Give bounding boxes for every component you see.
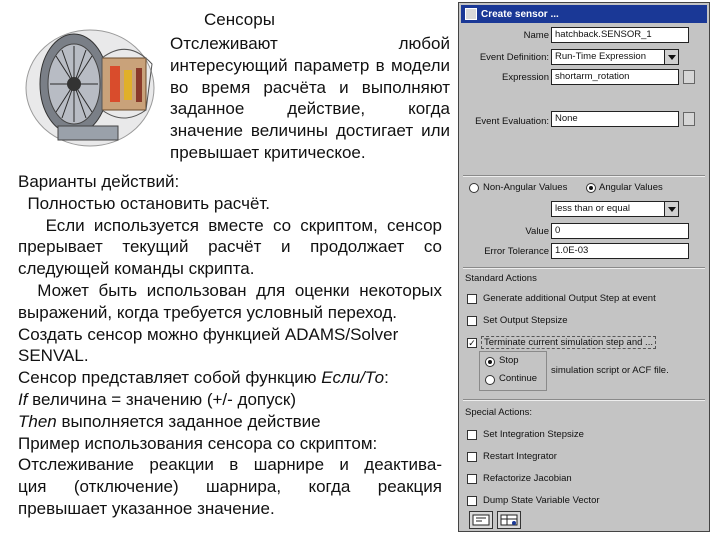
event-definition-label: Event Definition: xyxy=(479,52,549,63)
stop-radio[interactable] xyxy=(485,357,495,367)
refactorize-jacobian-label: Refactorize Jacobian xyxy=(483,473,572,484)
if-to-label: Если/То xyxy=(321,368,385,388)
if-word: If xyxy=(18,389,28,409)
restart-integrator-label: Restart Integrator xyxy=(483,451,557,462)
body-line: Варианты действий: xyxy=(18,172,180,191)
dialog-titlebar[interactable] xyxy=(461,5,707,23)
body-line: Может быть использован для оценки некоторых xyxy=(18,280,443,300)
standard-actions-label: Standard Actions xyxy=(465,273,537,284)
error-tolerance-label: Error Tolerance xyxy=(484,246,549,257)
output-step-label: Generate additional Output Step at event xyxy=(483,293,656,304)
dialog-title: Create sensor ... xyxy=(481,8,559,20)
function-icon xyxy=(472,514,490,526)
value-field[interactable]: 0 xyxy=(551,223,689,239)
function-builder-button[interactable] xyxy=(469,511,493,529)
refactorize-jacobian-checkbox[interactable] xyxy=(467,474,477,484)
expression-label: Expression xyxy=(502,72,549,83)
example-line: Отслеживание реакции в шарнире и деактива- xyxy=(18,455,442,475)
body-line xyxy=(18,367,442,389)
output-step-checkbox[interactable] xyxy=(467,294,477,304)
stop-label: Stop xyxy=(499,355,519,366)
event-definition-value: Run-Time Expression xyxy=(555,51,646,62)
then-word: Then xyxy=(18,411,57,431)
expression-builder-button[interactable] xyxy=(683,70,695,84)
separator xyxy=(463,267,705,269)
slide-title: Сенсоры xyxy=(204,10,275,29)
comparison-select[interactable] xyxy=(551,201,679,217)
name-label: Name xyxy=(523,30,549,41)
terminate-step-checkbox[interactable]: ✓ xyxy=(468,338,476,348)
body-line: выражений, когда требуется условный переход. xyxy=(18,302,397,322)
body-line: Если используется вместе со скриптом, сенсор xyxy=(18,215,442,235)
event-evaluation-label: Event Evaluation: xyxy=(475,116,549,127)
then-rest: выполняется заданное действие xyxy=(56,411,321,431)
separator xyxy=(463,399,705,401)
turbine-engine-image xyxy=(18,8,160,158)
event-evaluation-field[interactable]: None xyxy=(551,111,679,127)
event-evaluation-builder-button[interactable] xyxy=(683,112,695,126)
table-button[interactable] xyxy=(497,511,521,529)
body-line: SENVAL. xyxy=(18,346,89,366)
restart-integrator-checkbox[interactable] xyxy=(467,452,477,462)
dump-state-label: Dump State Variable Vector xyxy=(483,495,600,506)
then-line xyxy=(18,411,442,433)
separator xyxy=(463,175,705,177)
intro-paragraph: Отслеживают любой интересующий параметр в модели во время расчёта и выполняют заданное действие, когда значение величины достигает или превышает критическое. xyxy=(170,34,450,162)
angular-label: Angular Values xyxy=(599,182,663,193)
non-angular-label: Non-Angular Values xyxy=(483,182,568,193)
continue-label: Continue xyxy=(499,373,538,384)
if-rest: величина = значению (+/- допуск) xyxy=(27,389,297,409)
body-line: Полностью остановить расчёт. xyxy=(18,193,271,213)
name-field[interactable]: hatchback.SENSOR_1 xyxy=(551,27,689,43)
example-line: Пример использования сенсора со скриптом: xyxy=(18,433,378,453)
example-line: ция (отключение) шарнира, когда реакция xyxy=(18,477,442,497)
if-line xyxy=(18,389,442,411)
body-line: следующей команды скрипта. xyxy=(18,259,255,279)
non-angular-radio[interactable] xyxy=(469,183,479,193)
slide-body xyxy=(18,171,442,520)
angular-radio[interactable] xyxy=(586,183,596,193)
chevron-down-icon[interactable] xyxy=(664,50,678,64)
dump-state-checkbox[interactable] xyxy=(467,496,477,506)
comparison-value: less than or equal xyxy=(555,203,630,214)
special-actions-label: Special Actions: xyxy=(465,407,533,418)
example-line: превышает указанное значение. xyxy=(18,498,275,518)
colon: : xyxy=(384,368,389,388)
body-line-text: Сенсор представляет собой функцию xyxy=(18,368,322,388)
error-tolerance-field[interactable]: 1.0E-03 xyxy=(551,243,689,259)
value-label: Value xyxy=(525,226,549,237)
script-note: simulation script or ACF file. xyxy=(551,365,669,376)
body-line: Создать сенсор можно функцией ADAMS/Solver xyxy=(18,324,399,344)
integration-stepsize-checkbox[interactable] xyxy=(467,430,477,440)
continue-radio[interactable] xyxy=(485,375,495,385)
event-definition-select[interactable] xyxy=(551,49,679,65)
integration-stepsize-label: Set Integration Stepsize xyxy=(483,429,584,440)
chevron-down-icon[interactable] xyxy=(664,202,678,216)
window-menu-icon[interactable] xyxy=(465,8,477,20)
output-stepsize-checkbox[interactable] xyxy=(467,316,477,326)
expression-field[interactable]: shortarm_rotation xyxy=(551,69,679,85)
table-icon xyxy=(500,514,518,526)
body-line: прерывает текущий расчёт и продолжает со xyxy=(18,237,442,257)
create-sensor-dialog xyxy=(458,2,710,532)
output-stepsize-label: Set Output Stepsize xyxy=(483,315,568,326)
terminate-step-label: Terminate current simulation step and ... xyxy=(481,336,656,349)
